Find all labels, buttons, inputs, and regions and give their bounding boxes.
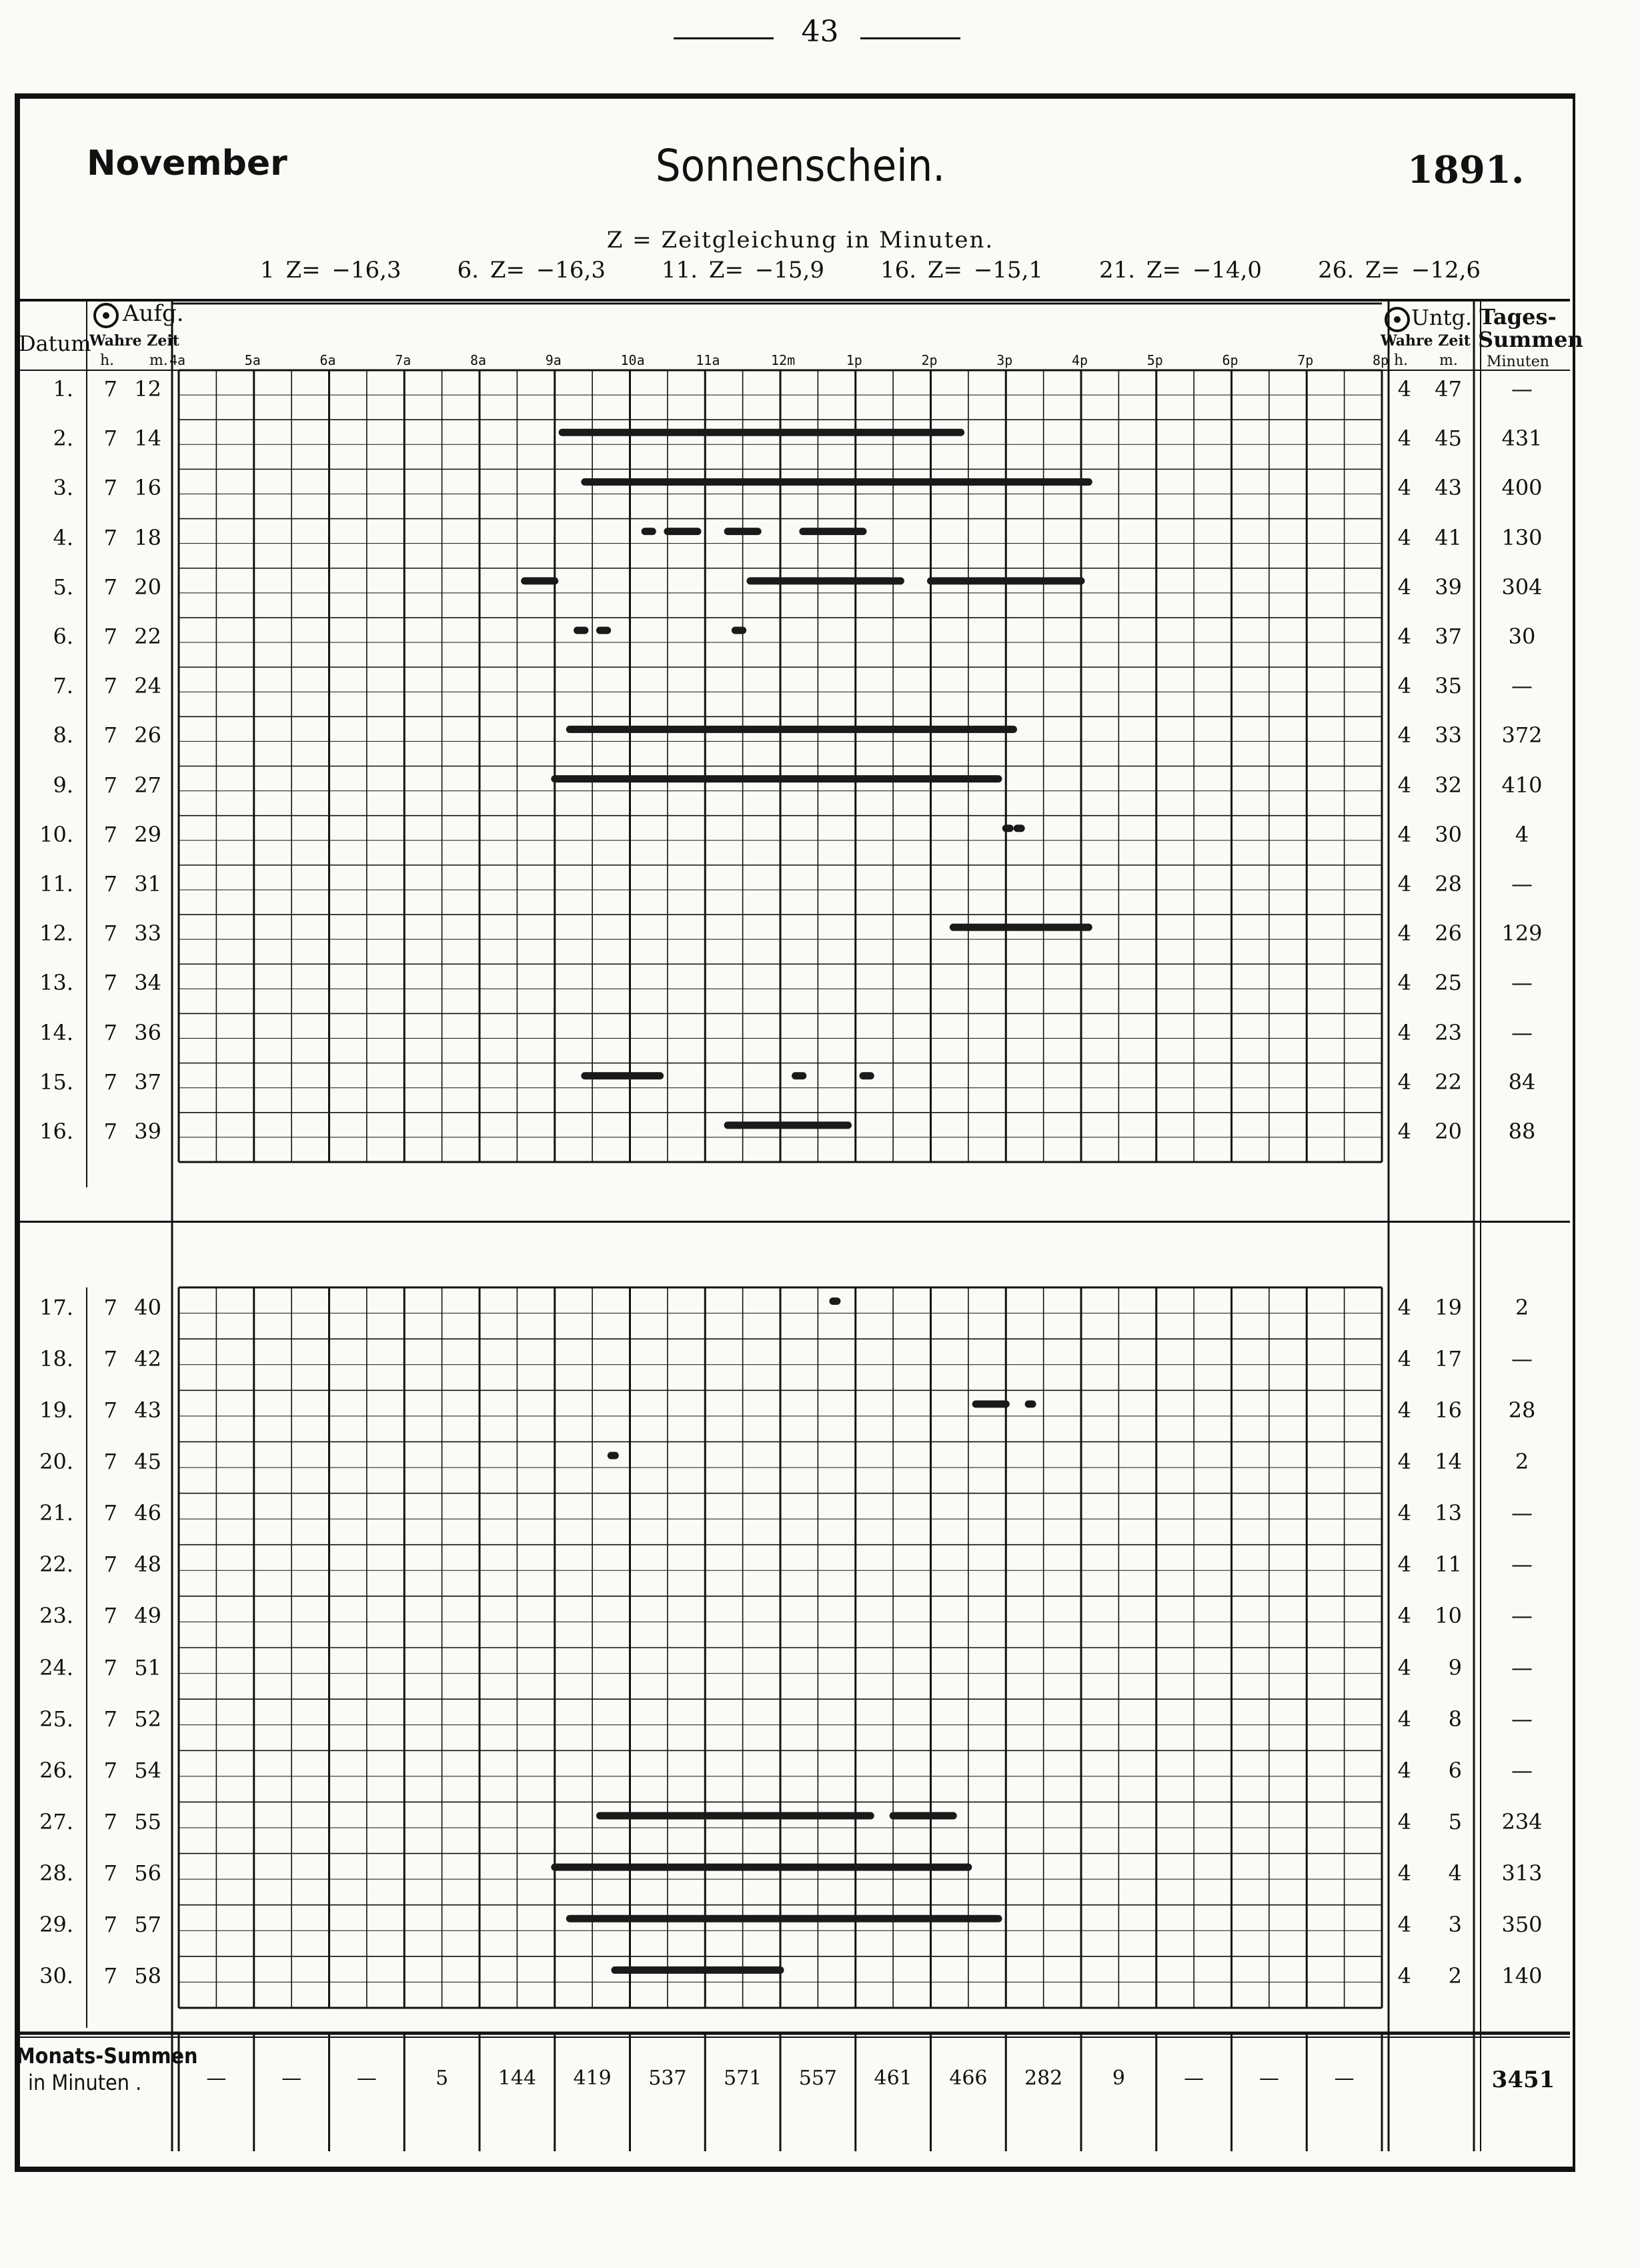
header-h-left: h.	[100, 352, 115, 369]
row-day: 28.	[39, 1860, 73, 1886]
row-rise-hour: 7	[103, 821, 117, 847]
row-daily-sum: 140	[1501, 1963, 1543, 1989]
row-rise-minute: 43	[134, 1397, 161, 1423]
row-daily-sum: —	[1511, 1757, 1533, 1783]
row-rise-hour: 7	[103, 1345, 117, 1371]
row-set-minute: 20	[1435, 1118, 1462, 1144]
row-daily-sum: 304	[1501, 574, 1543, 600]
row-set-minute: 19	[1435, 1294, 1462, 1320]
row-daily-sum: 30	[1508, 624, 1536, 650]
monthly-sum-hour-6: 537	[648, 2067, 687, 2090]
row-rise-hour: 7	[103, 1449, 117, 1474]
hour-label-12m: 12m	[771, 352, 796, 368]
monthly-sums-label	[16, 2043, 197, 2096]
header-datum: Datum	[19, 331, 91, 356]
row-set-minute: 43	[1435, 475, 1462, 501]
row-daily-sum: 431	[1501, 426, 1543, 452]
row-daily-sum: 129	[1501, 921, 1543, 947]
row-daily-sum: 2	[1515, 1294, 1529, 1320]
row-set-hour: 4	[1397, 1603, 1411, 1629]
row-rise-hour: 7	[103, 1294, 117, 1320]
row-rise-hour: 7	[103, 970, 117, 996]
row-daily-sum: —	[1511, 1654, 1533, 1680]
header-sunrise: Aufg.	[123, 300, 184, 327]
monthly-sums-label-line1: Monats-Summen	[16, 2043, 198, 2069]
row-daily-sum: 2	[1515, 1449, 1529, 1474]
monthly-sum-hour-1: —	[281, 2067, 302, 2090]
row-day: 7.	[53, 673, 73, 699]
row-daily-sum: 410	[1501, 772, 1543, 798]
row-set-hour: 4	[1397, 1552, 1411, 1578]
row-day: 8.	[53, 722, 73, 748]
row-rise-hour: 7	[103, 1809, 117, 1834]
row-set-minute: 14	[1435, 1449, 1462, 1474]
hour-label-2p: 2p	[921, 352, 938, 368]
row-set-minute: 2	[1448, 1963, 1462, 1989]
row-set-hour: 4	[1397, 574, 1411, 600]
row-set-minute: 13	[1435, 1500, 1462, 1526]
row-set-minute: 6	[1448, 1757, 1462, 1783]
row-rise-hour: 7	[103, 1397, 117, 1423]
hour-label-3p: 3p	[996, 352, 1013, 368]
row-rise-minute: 39	[134, 1118, 161, 1144]
row-set-minute: 23	[1435, 1019, 1462, 1045]
row-rise-hour: 7	[103, 1069, 117, 1095]
header-h-right: h.	[1394, 352, 1409, 369]
row-rise-hour: 7	[103, 1654, 117, 1680]
row-set-minute: 17	[1435, 1345, 1462, 1371]
row-rise-hour: 7	[103, 574, 117, 600]
hour-label-4p: 4p	[1072, 352, 1088, 368]
row-rise-minute: 14	[134, 426, 161, 452]
row-day: 24.	[39, 1654, 73, 1680]
row-set-minute: 16	[1435, 1397, 1462, 1423]
monthly-sum-hour-15: —	[1334, 2067, 1355, 2090]
row-set-hour: 4	[1397, 426, 1411, 452]
monthly-sum-hour-0: —	[206, 2067, 227, 2090]
row-rise-minute: 45	[134, 1449, 161, 1474]
row-rise-hour: 7	[103, 871, 117, 897]
hour-label-8p: 8p	[1373, 352, 1389, 368]
row-rise-minute: 51	[134, 1654, 161, 1680]
row-set-hour: 4	[1397, 673, 1411, 699]
row-rise-minute: 48	[134, 1552, 161, 1578]
row-day: 25.	[39, 1706, 73, 1732]
row-daily-sum: 234	[1501, 1809, 1543, 1834]
row-rise-minute: 49	[134, 1603, 161, 1629]
row-daily-sum: —	[1511, 1019, 1533, 1045]
hour-label-9a: 9a	[545, 352, 562, 368]
row-rise-minute: 46	[134, 1500, 161, 1526]
row-set-hour: 4	[1397, 1912, 1411, 1938]
header-daily-sums-line2: Summen	[1478, 327, 1583, 352]
row-rise-hour: 7	[103, 673, 117, 699]
page-number: 43	[801, 15, 839, 49]
page-title: Sonnenschein.	[655, 140, 946, 191]
row-set-minute: 9	[1448, 1654, 1462, 1680]
row-daily-sum: —	[1511, 376, 1533, 402]
row-set-hour: 4	[1397, 1860, 1411, 1886]
row-daily-sum: —	[1511, 970, 1533, 996]
row-day: 5.	[53, 574, 73, 600]
monthly-sum-hour-2: —	[356, 2067, 377, 2090]
monthly-sum-hour-8: 557	[798, 2067, 837, 2090]
row-rise-minute: 33	[134, 921, 161, 947]
row-rise-hour: 7	[103, 1757, 117, 1783]
row-day: 3.	[53, 475, 73, 501]
row-day: 14.	[39, 1019, 73, 1045]
row-set-minute: 22	[1435, 1069, 1462, 1095]
monthly-sums-label-line2: in Minuten .	[28, 2070, 142, 2095]
monthly-sum-hour-5: 419	[573, 2067, 612, 2090]
row-set-hour: 4	[1397, 524, 1411, 550]
row-rise-minute: 42	[134, 1345, 161, 1371]
row-daily-sum: 130	[1501, 524, 1543, 550]
row-set-hour: 4	[1397, 1706, 1411, 1732]
row-set-hour: 4	[1397, 1397, 1411, 1423]
row-daily-sum: 84	[1508, 1069, 1536, 1095]
row-set-minute: 26	[1435, 921, 1462, 947]
monthly-sum-hour-11: 282	[1024, 2067, 1063, 2090]
month-label: November	[87, 143, 287, 183]
row-day: 16.	[39, 1118, 73, 1144]
hour-label-6p: 6p	[1222, 352, 1239, 368]
equation-of-time-values: 1 Z= −16,3 6. Z= −16,3 11. Z= −15,9 16. Z= −15,1 21. Z= −14,0 26. Z= −12,6	[260, 257, 1481, 284]
row-rise-minute: 34	[134, 970, 161, 996]
row-set-hour: 4	[1397, 1069, 1411, 1095]
row-set-minute: 8	[1448, 1706, 1462, 1732]
row-set-hour: 4	[1397, 1757, 1411, 1783]
row-day: 6.	[53, 624, 73, 650]
row-rise-minute: 36	[134, 1019, 161, 1045]
row-set-minute: 35	[1435, 673, 1462, 699]
row-set-minute: 45	[1435, 426, 1462, 452]
row-daily-sum: —	[1511, 673, 1533, 699]
row-day: 19.	[39, 1397, 73, 1423]
row-rise-hour: 7	[103, 1912, 117, 1938]
row-set-minute: 28	[1435, 871, 1462, 897]
row-day: 11.	[39, 871, 73, 897]
hour-label-5a: 5a	[244, 352, 261, 368]
row-set-hour: 4	[1397, 772, 1411, 798]
row-set-hour: 4	[1397, 722, 1411, 748]
row-set-hour: 4	[1397, 1500, 1411, 1526]
row-set-minute: 32	[1435, 772, 1462, 798]
row-set-minute: 11	[1435, 1552, 1462, 1578]
row-rise-minute: 31	[134, 871, 161, 897]
row-daily-sum: 313	[1501, 1860, 1543, 1886]
monthly-sum-hour-7: 571	[723, 2067, 762, 2090]
row-daily-sum: 88	[1508, 1118, 1536, 1144]
row-set-minute: 10	[1435, 1603, 1462, 1629]
row-rise-minute: 29	[134, 821, 161, 847]
row-daily-sum: 400	[1501, 475, 1543, 501]
row-set-hour: 4	[1397, 1449, 1411, 1474]
row-rise-minute: 52	[134, 1706, 161, 1732]
row-rise-hour: 7	[103, 1118, 117, 1144]
row-set-hour: 4	[1397, 1654, 1411, 1680]
row-set-minute: 39	[1435, 574, 1462, 600]
hour-label-4a: 4a	[169, 352, 186, 368]
header-sunset: Untg.	[1411, 305, 1473, 330]
row-rise-minute: 56	[134, 1860, 161, 1886]
row-set-minute: 5	[1448, 1809, 1462, 1834]
monthly-sum-hour-9: 461	[874, 2067, 912, 2090]
row-rise-minute: 57	[134, 1912, 161, 1938]
header-m-right: m.	[1439, 352, 1458, 369]
header-true-time-right: Wahre Zeit	[1381, 332, 1471, 350]
row-set-hour: 4	[1397, 1019, 1411, 1045]
row-set-minute: 4	[1448, 1860, 1462, 1886]
row-set-minute: 3	[1448, 1912, 1462, 1938]
row-set-minute: 37	[1435, 624, 1462, 650]
row-rise-minute: 20	[134, 574, 161, 600]
row-rise-hour: 7	[103, 1706, 117, 1732]
row-rise-minute: 12	[134, 376, 161, 402]
row-set-minute: 25	[1435, 970, 1462, 996]
row-set-hour: 4	[1397, 1345, 1411, 1371]
row-rise-minute: 40	[134, 1294, 161, 1320]
hour-label-7a: 7a	[395, 352, 412, 368]
row-set-hour: 4	[1397, 921, 1411, 947]
row-set-hour: 4	[1397, 871, 1411, 897]
equation-of-time-definition: Z = Zeitgleichung in Minuten.	[606, 227, 994, 253]
row-rise-minute: 16	[134, 475, 161, 501]
row-set-minute: 41	[1435, 524, 1462, 550]
monthly-sum-hour-14: —	[1259, 2067, 1279, 2090]
row-rise-hour: 7	[103, 921, 117, 947]
row-rise-minute: 54	[134, 1757, 161, 1783]
row-rise-hour: 7	[103, 524, 117, 550]
row-daily-sum: 372	[1501, 722, 1543, 748]
row-daily-sum: —	[1511, 1552, 1533, 1578]
hour-label-6a: 6a	[319, 352, 336, 368]
row-rise-hour: 7	[103, 1500, 117, 1526]
row-daily-sum: 4	[1515, 821, 1529, 847]
header-true-time-left: Wahre Zeit	[89, 332, 179, 350]
row-set-hour: 4	[1397, 624, 1411, 650]
row-rise-hour: 7	[103, 376, 117, 402]
monthly-sum-hour-4: 144	[498, 2067, 536, 2090]
hour-label-7p: 7p	[1297, 352, 1314, 368]
row-rise-minute: 58	[134, 1963, 161, 1989]
row-day: 18.	[39, 1345, 73, 1371]
row-daily-sum: —	[1511, 871, 1533, 897]
row-day: 30.	[39, 1963, 73, 1989]
hour-label-1p: 1p	[846, 352, 862, 368]
monthly-sum-hour-10: 466	[949, 2067, 988, 2090]
row-rise-minute: 55	[134, 1809, 161, 1834]
row-day: 4.	[53, 524, 73, 550]
header-daily-sums-line3: Minuten	[1487, 354, 1549, 370]
row-day: 21.	[39, 1500, 73, 1526]
row-day: 22.	[39, 1552, 73, 1578]
row-day: 29.	[39, 1912, 73, 1938]
row-rise-hour: 7	[103, 1963, 117, 1989]
row-rise-hour: 7	[103, 426, 117, 452]
row-rise-minute: 22	[134, 624, 161, 650]
header-daily-sums-line1: Tages-	[1479, 304, 1557, 330]
row-rise-minute: 37	[134, 1069, 161, 1095]
row-rise-hour: 7	[103, 722, 117, 748]
row-set-hour: 4	[1397, 821, 1411, 847]
row-rise-minute: 27	[134, 772, 161, 798]
row-rise-minute: 18	[134, 524, 161, 550]
row-set-hour: 4	[1397, 376, 1411, 402]
row-rise-hour: 7	[103, 1019, 117, 1045]
row-set-hour: 4	[1397, 1963, 1411, 1989]
row-daily-sum: —	[1511, 1603, 1533, 1629]
row-daily-sum: —	[1511, 1345, 1533, 1371]
monthly-sum-hour-12: 9	[1112, 2067, 1125, 2090]
row-day: 17.	[39, 1294, 73, 1320]
row-rise-minute: 26	[134, 722, 161, 748]
row-day: 2.	[53, 426, 73, 452]
row-day: 10.	[39, 821, 73, 847]
hour-label-11a: 11a	[696, 352, 720, 368]
row-rise-hour: 7	[103, 475, 117, 501]
row-daily-sum: 28	[1508, 1397, 1536, 1423]
row-day: 1.	[53, 376, 73, 402]
row-daily-sum: 350	[1501, 1912, 1543, 1938]
monthly-total: 3451	[1491, 2067, 1555, 2093]
row-daily-sum: —	[1511, 1500, 1533, 1526]
row-set-hour: 4	[1397, 1118, 1411, 1144]
row-day: 20.	[39, 1449, 73, 1474]
row-set-minute: 30	[1435, 821, 1462, 847]
row-set-hour: 4	[1397, 1809, 1411, 1834]
hour-label-10a: 10a	[620, 352, 645, 368]
year-label: 1891.	[1407, 148, 1525, 192]
row-rise-hour: 7	[103, 1603, 117, 1629]
hour-label-8a: 8a	[470, 352, 487, 368]
row-set-minute: 47	[1435, 376, 1462, 402]
row-day: 15.	[39, 1069, 73, 1095]
row-set-hour: 4	[1397, 970, 1411, 996]
row-rise-hour: 7	[103, 1860, 117, 1886]
row-set-minute: 33	[1435, 722, 1462, 748]
header-m-left: m.	[149, 352, 168, 369]
row-day: 26.	[39, 1757, 73, 1783]
monthly-sum-hour-3: 5	[436, 2067, 449, 2090]
row-rise-hour: 7	[103, 1552, 117, 1578]
row-day: 13.	[39, 970, 73, 996]
row-daily-sum: —	[1511, 1706, 1533, 1732]
row-rise-hour: 7	[103, 624, 117, 650]
row-rise-minute: 24	[134, 673, 161, 699]
row-day: 27.	[39, 1809, 73, 1834]
row-set-hour: 4	[1397, 475, 1411, 501]
row-set-hour: 4	[1397, 1294, 1411, 1320]
row-day: 23.	[39, 1603, 73, 1629]
row-rise-hour: 7	[103, 772, 117, 798]
hour-label-5p: 5p	[1146, 352, 1163, 368]
row-day: 9.	[53, 772, 73, 798]
monthly-sum-hour-13: —	[1184, 2067, 1204, 2090]
row-day: 12.	[39, 921, 73, 947]
